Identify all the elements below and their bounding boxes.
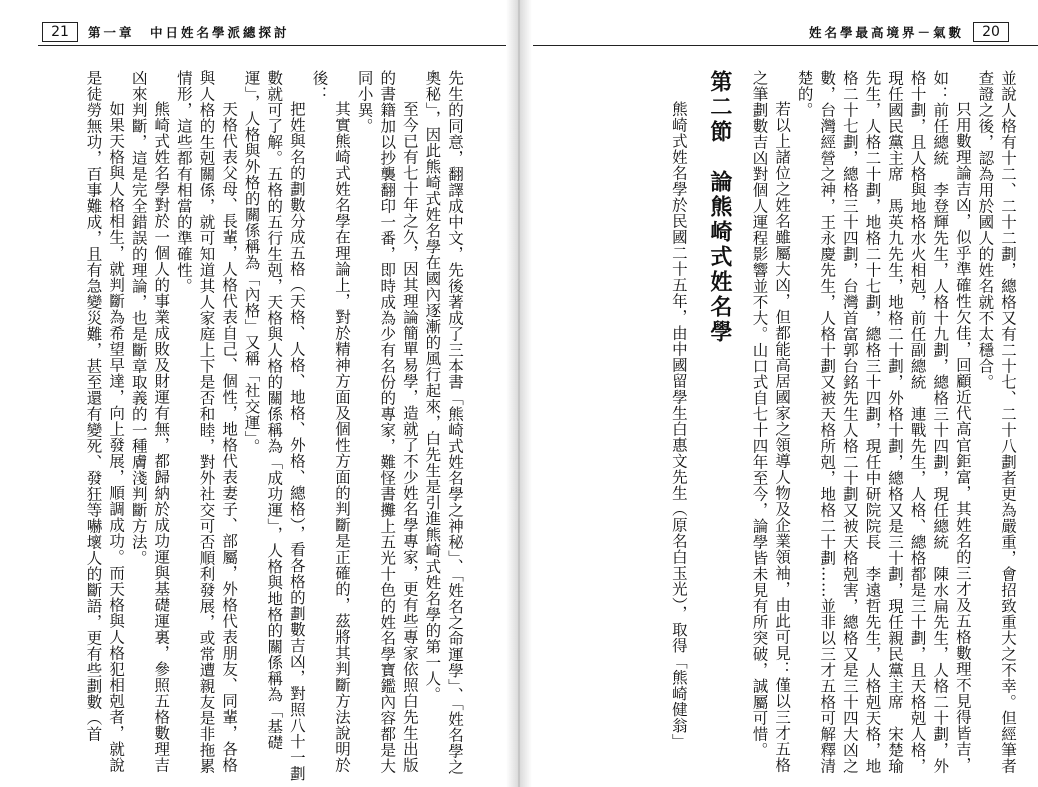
paragraph: 至今已有七十年之久，因其理論簡單易學，造就了不少姓名學專家，更有些專家依照白先生出版的書籍加以抄襲翻印一番，即時成為少有名份的專家，難怪書攤上五光十色的姓名學寶鑑內容都是大同小異。 [355,70,419,774]
right-page [519,0,1038,787]
paragraph: 天格代表父母、長輩，人格代表自己、個性，地格代表妻子、部屬，外格代表朋友、同輩，各格與人格的生剋關係，就可知道其人家庭上下是否和睦，對外社交可否順利發展，或常遭親友是非拖累情形，這些都有相當的準確性。 [174,70,239,774]
paragraph: 熊崎式姓名學對於一個人的事業成敗及財運有無，都歸納於成功運與基礎運裏，參照五格數理吉凶來判斷，這是完全錯誤的理論，也是斷章取義的一種膚淺判斷方法。 [129,70,171,773]
book-gutter [506,0,532,787]
page-number-right: 20 [973,22,1009,42]
header-rule-right [533,45,1038,46]
running-head-right: 姓名學最高境界－氣數 [809,25,965,40]
paragraph: 先生的同意，翻譯成中文，先後著成了三本書「熊崎式姓名學之神秘」、「姓名之命運學」、「姓名學之奧秘」，因此熊崎式姓名學在國內逐漸的風行起來，白先生是引進熊崎式姓名學的第一人。 [423,70,464,775]
paragraph: 其實熊崎式姓名學在理論上，對於精神方面及個性方面的判斷是正確的，茲將其判斷方法說明於後： [310,70,352,773]
left-body-text [36,70,466,782]
right-body-text [563,70,1019,782]
paragraph: 熊崎式姓名學於民國二十五年，由中國留學生白惠文先生（原名白玉光），取得「熊崎健翁」 [669,101,688,750]
paragraph: 如果天格與人格相生，就判斷為希望早達，向上發展，順調成功。而天格與人格犯相剋者，就說是徒勞無功，百事難成，且有急變災難，甚至還有變死、發狂等嚇壞人的斷語，更有些劃數（首 [84,70,126,773]
page-number-left: 21 [42,22,78,42]
paragraph: 只用數理論吉凶，似乎準確性欠佳，回顧近代高官鉅富，其姓名的三才及五格數理不見得皆吉，如：前任總統 李登輝先生，人格十九劃，總格三十四劃，現任總統 陳水扁先生，人格二十劃，外格十劃，且人格與地格水火相剋，前任副總統 連戰先生，人格、總格都是三十劃，且天格剋人格，現任國民黨主席 馬英九先生，地格二十劃，外格十劃，總格又是三十劃，現任親民黨主席 宋楚瑜先生，人格二十劃，地格二十七劃，總格三十四劃，現任中研院院長 李遠哲先生，人格剋天格，地格二十七劃，總格三十四劃，台灣首富郭台銘先生人格二十劃又被天格剋害，總格又是三十四大凶之數，台灣經營之神，王永慶先生，人格十劃又被天格所剋，地格二十劃……並非以三才五格可解釋清楚的。 [795,70,972,774]
header-rule-left [38,45,508,46]
running-head-left: 第一章 中日姓名學派總探討 [88,25,290,40]
paragraph: 把姓與名的劃數分成五格（天格、人格、地格、外格、總格），看各格的劃數吉凶，對照八十一劃數就可了解。五格的五行生剋，天格與人格的關係稱為「成功運」，人格與地格的關係稱為「基礎運」，人格與外格的關係稱為「內格」又稱「社交運」。 [242,70,306,782]
paragraph: 若以上諸位之姓名雖屬大凶，但都能高居國家之領導人物及企業領袖，由此可見：僅以三才五格之筆劃數吉凶對個人運程影響並不大。山口式自七十四年至今，論學皆未見有所突破，誠屬可惜。 [750,70,792,773]
section-heading: 第二節 論熊崎式姓名學 [706,70,732,345]
paragraph: 並說人格有十二、二十二劃，總格又有二十七、二十八劃者更為嚴重，會招致重大之不幸。但經筆者查證之後，認為用於國人的姓名就不太穩合。 [976,70,1017,774]
